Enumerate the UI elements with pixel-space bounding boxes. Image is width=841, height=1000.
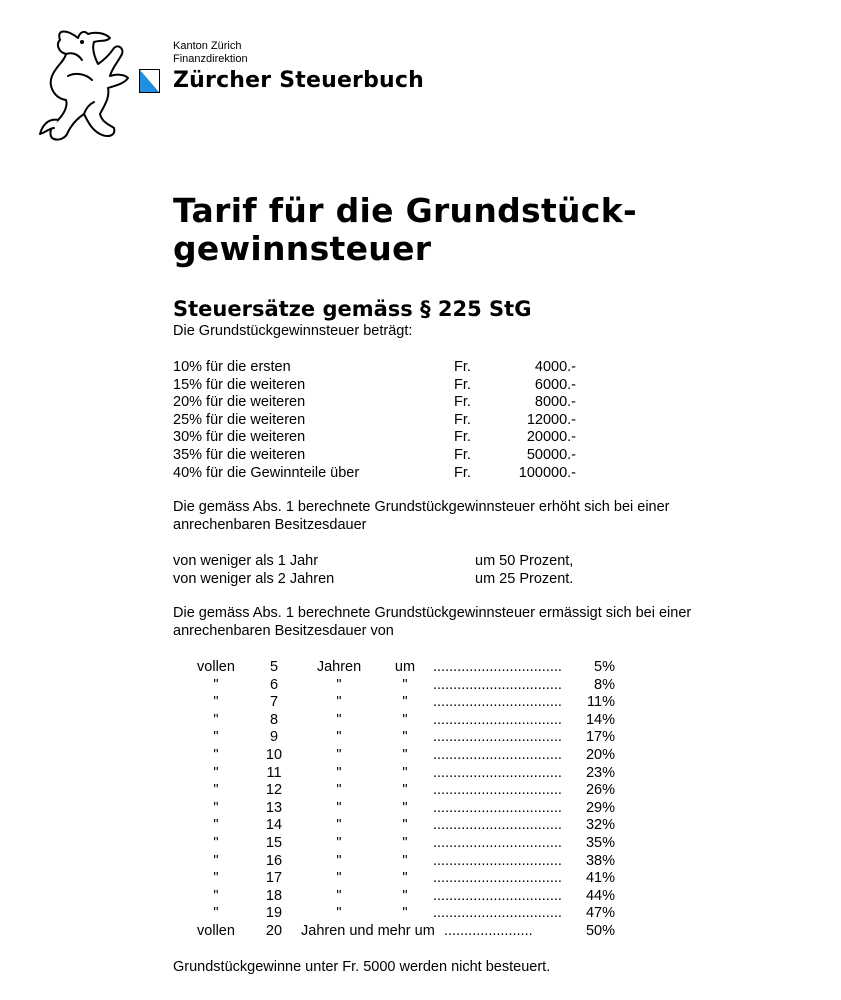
increase-text-line-2: anrechenbaren Besitzesdauer — [173, 517, 367, 533]
reduction-dots: ................................ — [433, 799, 562, 816]
rate-currency: Fr. — [454, 411, 471, 428]
increase-value: um 50 Prozent, — [475, 553, 574, 569]
reduction-row — [173, 888, 618, 906]
reduction-percent: 11% — [587, 694, 615, 711]
reduction-dots: ................................ — [433, 782, 562, 799]
reduction-row — [173, 712, 618, 730]
reduction-percent: 44% — [585, 887, 615, 904]
reduction-unit: Jahren — [316, 659, 362, 675]
rate-label: 15% für die weiteren — [173, 376, 306, 393]
reduction-unit: " — [336, 817, 342, 834]
reduction-prefix: " — [213, 852, 219, 869]
reduction-years: 14 — [265, 817, 283, 834]
reduction-um: " — [402, 694, 408, 711]
reduction-unit: " — [336, 782, 342, 799]
reduction-last-dots: ...................... — [444, 923, 533, 939]
reduction-percent: 8% — [594, 676, 615, 693]
rate-label: 25% für die weiteren — [173, 411, 306, 428]
reduction-unit: " — [336, 870, 342, 887]
reduction-row — [173, 782, 618, 800]
reduction-dots: ................................ — [433, 835, 562, 851]
header-organisation — [173, 40, 248, 66]
reduction-prefix: " — [213, 711, 219, 728]
rate-currency: Fr. — [454, 359, 471, 375]
reduction-um: " — [402, 870, 408, 887]
reduction-row — [173, 905, 618, 923]
reduction-row — [173, 659, 618, 677]
rate-label: 40% für die Gewinnteile über — [173, 464, 360, 481]
reduction-dots: ................................ — [433, 676, 562, 693]
page-title-line-1: Tarif für die Grundstück- — [173, 191, 637, 230]
book-title: Zürcher Steuerbuch — [173, 68, 425, 93]
reduction-row — [173, 870, 618, 888]
reduction-last-prefix: vollen — [197, 923, 235, 939]
reduction-prefix: " — [213, 729, 219, 746]
rate-amount: 8000.- — [534, 394, 576, 411]
rate-currency: Fr. — [454, 376, 471, 393]
reduction-text-line-2: anrechenbaren Besitzesdauer von — [173, 623, 394, 639]
rate-label: 20% für die weiteren — [173, 394, 306, 411]
increase-value: um 25 Prozent. — [475, 570, 574, 587]
reduction-dots: ................................ — [433, 887, 562, 904]
reduction-percent: 17% — [585, 729, 615, 746]
increase-label: von weniger als 1 Jahr — [173, 553, 319, 569]
increase-row — [173, 553, 583, 571]
reduction-row — [173, 694, 618, 712]
reduction-dots: ................................ — [433, 729, 562, 746]
reduction-unit: " — [336, 905, 342, 922]
reduction-unit: " — [336, 887, 342, 904]
canton-name: Kanton Zürich — [173, 40, 242, 52]
reduction-years: 7 — [269, 694, 279, 711]
reduction-prefix: " — [213, 887, 219, 904]
increase-label: von weniger als 2 Jahren — [173, 570, 335, 587]
reduction-years: 16 — [265, 852, 283, 869]
reduction-row — [173, 800, 618, 818]
reduction-dots: ................................ — [433, 905, 562, 922]
rate-amount: 50000.- — [526, 447, 576, 463]
reduction-prefix: " — [213, 817, 219, 834]
reduction-um: " — [402, 676, 408, 693]
intro-text: Die Grundstückgewinnsteuer beträgt: — [173, 323, 413, 339]
page-title — [173, 192, 637, 268]
rate-amount: 100000.- — [518, 464, 576, 481]
reduction-um: " — [402, 747, 408, 763]
reduction-dots: ................................ — [433, 659, 562, 675]
reduction-dots: ................................ — [433, 747, 562, 763]
reduction-text-line-1: Die gemäss Abs. 1 berechnete Grundstückgewinnsteuer ermässigt sich bei einer — [173, 605, 692, 621]
reduction-prefix: " — [213, 835, 219, 851]
reduction-dots: ................................ — [433, 711, 562, 728]
page-title-line-2: gewinnsteuer — [173, 229, 432, 268]
reduction-prefix: " — [213, 764, 219, 781]
reduction-um: " — [402, 817, 408, 834]
reduction-years: 17 — [265, 870, 283, 887]
reduction-um: " — [402, 764, 408, 781]
reduction-percent: 35% — [585, 835, 615, 851]
rate-currency: Fr. — [454, 447, 471, 463]
rate-row — [173, 377, 593, 395]
rate-label: 35% für die weiteren — [173, 447, 306, 463]
reduction-dots: ................................ — [433, 817, 562, 834]
rate-label: 10% für die ersten — [173, 359, 291, 375]
reduction-row — [173, 765, 618, 783]
reduction-prefix: " — [213, 747, 219, 763]
reduction-unit: " — [336, 799, 342, 816]
reduction-years: 9 — [269, 729, 279, 746]
reduction-unit: " — [336, 729, 342, 746]
reduction-um: " — [402, 835, 408, 851]
rate-amount: 12000.- — [526, 411, 576, 428]
rate-amount: 6000.- — [534, 376, 576, 393]
reduction-row — [173, 677, 618, 695]
section-title: Steuersätze gemäss § 225 StG — [173, 297, 532, 321]
rate-amount: 4000.- — [534, 359, 576, 375]
reduction-percent: 26% — [585, 782, 615, 799]
reduction-last-text: Jahren und mehr um — [301, 923, 435, 939]
reduction-years: 8 — [269, 711, 279, 728]
reduction-dots: ................................ — [433, 852, 562, 869]
reduction-row — [173, 817, 618, 835]
reduction-last-years: 20 — [265, 923, 283, 939]
footer-note: Grundstückgewinne unter Fr. 5000 werden nicht besteuert. — [173, 959, 551, 975]
reduction-percent: 14% — [585, 711, 615, 728]
reduction-row — [173, 729, 618, 747]
reduction-unit: " — [336, 835, 342, 851]
reduction-prefix: " — [213, 799, 219, 816]
reduction-percent: 5% — [594, 659, 615, 675]
reduction-um: " — [402, 799, 408, 816]
reduction-percent: 20% — [585, 747, 615, 763]
increase-text-line-1: Die gemäss Abs. 1 berechnete Grundstückgewinnsteuer erhöht sich bei einer — [173, 499, 670, 515]
reduction-prefix: " — [213, 870, 219, 887]
reduction-um: " — [402, 905, 408, 922]
reduction-years: 5 — [269, 659, 279, 675]
reduction-years: 11 — [266, 764, 282, 781]
reduction-prefix: " — [213, 905, 219, 922]
rate-currency: Fr. — [454, 429, 471, 446]
reduction-years: 6 — [269, 676, 279, 693]
reduction-unit: " — [336, 694, 342, 711]
rate-row — [173, 447, 593, 465]
reduction-unit: " — [336, 747, 342, 763]
rate-row — [173, 359, 593, 377]
reduction-unit: " — [336, 711, 342, 728]
reduction-percent: 47% — [585, 905, 615, 922]
reduction-um: " — [402, 887, 408, 904]
reduction-um: um — [394, 659, 416, 675]
reduction-unit: " — [336, 676, 342, 693]
reduction-prefix: " — [213, 676, 219, 693]
reduction-dots: ................................ — [433, 694, 562, 711]
reduction-prefix: vollen — [197, 659, 235, 675]
rate-currency: Fr. — [454, 394, 471, 411]
increase-row — [173, 571, 583, 589]
reduction-last-row — [173, 923, 618, 941]
reduction-years: 15 — [265, 835, 283, 851]
rate-label: 30% für die weiteren — [173, 429, 306, 446]
reduction-last-percent: 50% — [585, 923, 615, 939]
reduction-unit: " — [336, 764, 342, 781]
reduction-row — [173, 853, 618, 871]
rate-row — [173, 412, 593, 430]
reduction-years: 10 — [265, 747, 283, 763]
reduction-prefix: " — [213, 694, 219, 711]
reduction-um: " — [402, 729, 408, 746]
rate-amount: 20000.- — [526, 429, 576, 446]
department-name: Finanzdirektion — [173, 53, 248, 65]
reduction-dots: ................................ — [433, 764, 562, 781]
zurich-lion-logo — [38, 20, 133, 145]
rate-row — [173, 429, 593, 447]
reduction-um: " — [402, 852, 408, 869]
reduction-years: 18 — [265, 887, 283, 904]
reduction-prefix: " — [213, 782, 219, 799]
reduction-percent: 32% — [585, 817, 615, 834]
reduction-years: 12 — [265, 782, 283, 799]
reduction-percent: 29% — [585, 799, 615, 816]
zurich-flag-icon — [139, 69, 160, 93]
reduction-percent: 41% — [585, 870, 615, 887]
reduction-row — [173, 747, 618, 765]
rate-row — [173, 394, 593, 412]
reduction-percent: 38% — [585, 852, 615, 869]
reduction-years: 13 — [265, 799, 283, 816]
reduction-dots: ................................ — [433, 870, 562, 887]
rate-row — [173, 465, 593, 483]
reduction-row — [173, 835, 618, 853]
rate-currency: Fr. — [454, 464, 471, 481]
reduction-years: 19 — [265, 905, 283, 922]
reduction-um: " — [402, 782, 408, 799]
reduction-percent: 23% — [585, 764, 615, 781]
reduction-unit: " — [336, 852, 342, 869]
reduction-um: " — [402, 711, 408, 728]
